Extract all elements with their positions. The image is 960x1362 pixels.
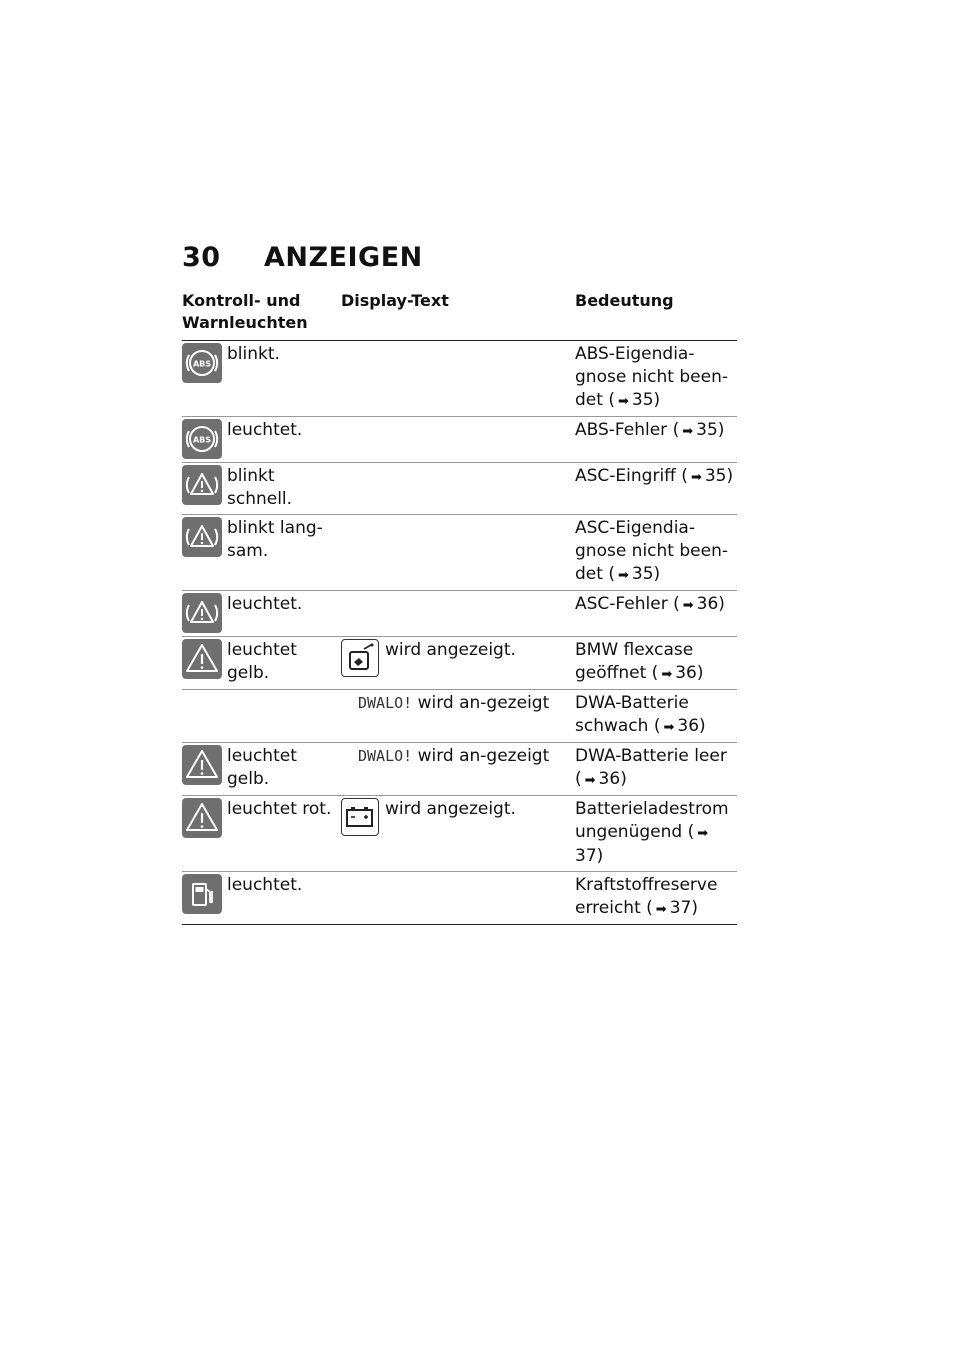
meaning-cell: ABS-Fehler ( ➡ 35)	[575, 417, 737, 463]
column-header-meaning: Bedeutung	[575, 291, 674, 310]
indicator-status: leuchtet.	[227, 594, 303, 614]
indicator-cell	[182, 743, 341, 796]
page-reference-arrow-icon: ➡	[682, 598, 694, 613]
table-row	[182, 417, 737, 463]
general-warning-icon	[182, 639, 222, 679]
page-reference-link[interactable]: 36	[598, 769, 621, 789]
table-row	[182, 591, 737, 637]
indicator-status: blinkt lang-sam.	[227, 518, 323, 561]
display-cell	[341, 690, 575, 743]
table-row	[182, 637, 737, 690]
meaning-cell: DWA-Batterie leer ( ➡ 36)	[575, 743, 737, 796]
page-reference-link[interactable]: 37	[575, 846, 597, 866]
battery-icon	[341, 798, 379, 836]
display-text: wird an-gezeigt	[417, 693, 550, 713]
meaning-cell: ASC-Eingriff ( ➡ 35)	[575, 463, 737, 515]
abs-warning-icon	[182, 419, 222, 459]
display-cell	[341, 637, 575, 690]
indicator-status: blinkt.	[227, 344, 280, 364]
page-reference-link[interactable]: 36	[696, 594, 719, 614]
indicator-table	[182, 290, 737, 925]
display-cell	[341, 463, 575, 515]
page-reference-arrow-icon: ➡	[663, 720, 675, 735]
display-cell	[341, 341, 575, 417]
page-reference-link[interactable]: 35	[631, 564, 654, 584]
display-code: DWALO!	[358, 747, 413, 765]
table-row	[182, 796, 737, 872]
indicator-status: leuchtet gelb.	[227, 640, 297, 683]
meaning-text: DWA-Batterie schwach	[575, 693, 689, 736]
page-reference-arrow-icon: ➡	[697, 826, 709, 841]
page-reference-arrow-icon: ➡	[655, 902, 667, 917]
page-number: 30	[182, 242, 221, 273]
flexcase-icon	[341, 639, 379, 677]
page-reference-arrow-icon: ➡	[617, 394, 629, 409]
page-reference-arrow-icon: ➡	[661, 667, 673, 682]
meaning-text: ASC-Fehler	[575, 594, 668, 614]
meaning-cell: ASC-Eigendia-gnose nicht been-det ( ➡ 35)	[575, 515, 737, 591]
meaning-cell: ASC-Fehler ( ➡ 36)	[575, 591, 737, 637]
page-title: ANZEIGEN	[264, 242, 423, 273]
page-reference-link[interactable]: 35	[704, 466, 727, 486]
meaning-text: DWA-Batterie leer	[575, 746, 727, 766]
table-row	[182, 872, 737, 925]
indicator-cell	[182, 341, 341, 417]
display-text: wird an-gezeigt	[417, 746, 550, 766]
indicator-cell	[182, 796, 341, 872]
indicator-cell	[182, 872, 341, 925]
display-cell	[341, 591, 575, 637]
indicator-cell	[182, 637, 341, 690]
table-row	[182, 463, 737, 515]
indicator-status: leuchtet gelb.	[227, 746, 297, 789]
indicator-status: leuchtet.	[227, 875, 303, 895]
display-text: wird angezeigt.	[385, 799, 516, 819]
meaning-text: Kraftstoffreserve erreicht	[575, 875, 718, 918]
page-reference-link[interactable]: 37	[669, 898, 692, 918]
page-reference-link[interactable]: 35	[631, 390, 654, 410]
general-warning-icon	[182, 798, 222, 838]
display-cell	[341, 417, 575, 463]
page-reference-arrow-icon: ➡	[690, 470, 702, 485]
svg-text:ABS: ABS	[192, 435, 212, 445]
fuel-pump-icon	[182, 874, 222, 914]
display-text: wird angezeigt.	[385, 640, 516, 660]
page-reference-link[interactable]: 36	[677, 716, 700, 736]
abs-warning-icon	[182, 343, 222, 383]
meaning-cell: Batterieladestrom ungenügend ( ➡37)	[575, 799, 729, 866]
indicator-status: leuchtet.	[227, 420, 303, 440]
indicator-cell	[182, 690, 341, 743]
table-row	[182, 743, 737, 796]
meaning-text: ASC-Eingriff	[575, 466, 676, 486]
asc-warning-icon	[182, 517, 222, 557]
meaning-text: BMW flexcase geöffnet	[575, 640, 694, 683]
display-code: DWALO!	[358, 694, 413, 712]
indicator-cell	[182, 591, 341, 637]
display-cell	[341, 743, 575, 796]
indicator-cell	[182, 515, 341, 591]
column-header-indicator: Kontroll- und Warnleuchten	[182, 291, 308, 332]
table-row	[182, 341, 737, 417]
indicator-cell	[182, 417, 341, 463]
display-cell	[341, 515, 575, 591]
table-row	[182, 690, 737, 743]
column-header-display: Display-Text	[341, 291, 449, 310]
meaning-cell: ABS-Eigendia-gnose nicht been-det ( ➡ 35)	[575, 341, 737, 417]
asc-warning-icon	[182, 593, 222, 633]
general-warning-icon	[182, 745, 222, 785]
indicator-status: blinkt schnell.	[227, 466, 293, 509]
meaning-text: Batterieladestrom ungenügend	[575, 799, 729, 842]
page-reference-arrow-icon: ➡	[682, 424, 694, 439]
asc-warning-icon	[182, 465, 222, 505]
page-reference-link[interactable]: 36	[675, 663, 697, 683]
indicator-status: leuchtet rot.	[227, 799, 332, 819]
display-cell	[341, 796, 575, 872]
indicator-cell	[182, 463, 341, 515]
meaning-text: ASC-Eigendia-gnose nicht been-det	[575, 518, 728, 584]
meaning-cell: DWA-Batterie schwach ( ➡ 36)	[575, 690, 737, 743]
page-header	[182, 242, 423, 273]
display-cell	[341, 872, 575, 925]
meaning-text: ABS-Eigendia-gnose nicht been-det	[575, 344, 728, 410]
page-reference-link[interactable]: 35	[696, 420, 718, 440]
svg-text:ABS: ABS	[192, 359, 212, 369]
meaning-cell: Kraftstoffreserve erreicht ( ➡ 37)	[575, 872, 737, 925]
page-reference-arrow-icon: ➡	[617, 568, 629, 583]
meaning-cell: BMW flexcase geöffnet ( ➡ 36)	[575, 637, 737, 690]
table-header-row	[182, 290, 737, 341]
table-row	[182, 515, 737, 591]
meaning-text: ABS-Fehler	[575, 420, 668, 440]
page-reference-arrow-icon: ➡	[584, 773, 596, 788]
